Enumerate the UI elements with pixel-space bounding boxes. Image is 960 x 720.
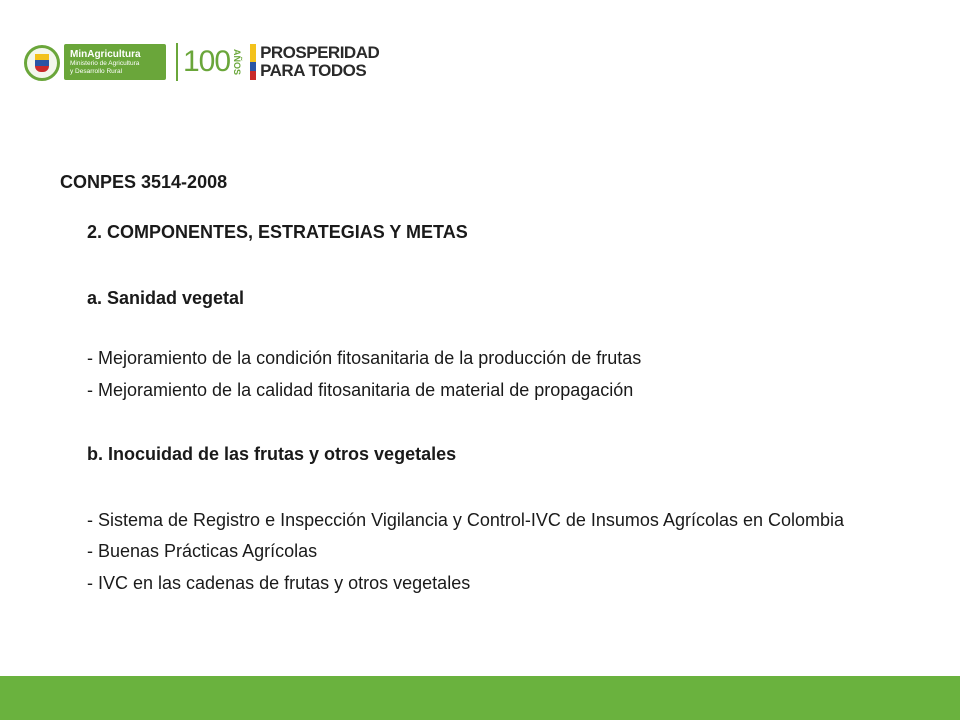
subsection-b-heading: b. Inocuidad de las frutas y otros vegetales <box>87 444 457 464</box>
list-item: - Mejoramiento de la calidad fitosanitaria de material de propagación <box>87 380 634 400</box>
list-item: - Sistema de Registro e Inspección Vigilancia y Control-IVC de Insumos Agrícolas en Colombia <box>87 510 845 530</box>
subsection-a-heading: a. Sanidad vegetal <box>87 288 245 308</box>
flag-icon <box>250 44 256 80</box>
ministry-name: MinAgricultura <box>70 48 141 60</box>
anniversary-word: AÑOS <box>232 48 243 75</box>
list-item: - Mejoramiento de la condición fitosanitaria de la producción de frutas <box>87 348 642 368</box>
anniversary-number: 100 <box>183 45 231 78</box>
slogan-line1: PROSPERIDAD <box>260 43 380 62</box>
slide-title: CONPES 3514-2008 <box>60 172 228 192</box>
anniversary-logo <box>183 44 242 80</box>
list-item: - IVC en las cadenas de frutas y otros vegetales <box>87 573 471 593</box>
ministry-subtitle-2: y Desarrollo Rural <box>70 67 123 75</box>
ministry-logo <box>64 44 166 80</box>
slogan-line2: PARA TODOS <box>260 61 367 80</box>
ministry-subtitle-1: Ministerio de Agricultura <box>70 59 140 67</box>
list-item: - Buenas Prácticas Agrícolas <box>87 541 318 561</box>
logo-divider <box>176 43 178 81</box>
slogan-logo <box>260 44 379 80</box>
header-logos <box>24 40 379 84</box>
footer-bar <box>0 676 960 720</box>
section-heading: 2. COMPONENTES, ESTRATEGIAS Y METAS <box>87 222 468 242</box>
coat-of-arms-icon <box>24 45 60 81</box>
